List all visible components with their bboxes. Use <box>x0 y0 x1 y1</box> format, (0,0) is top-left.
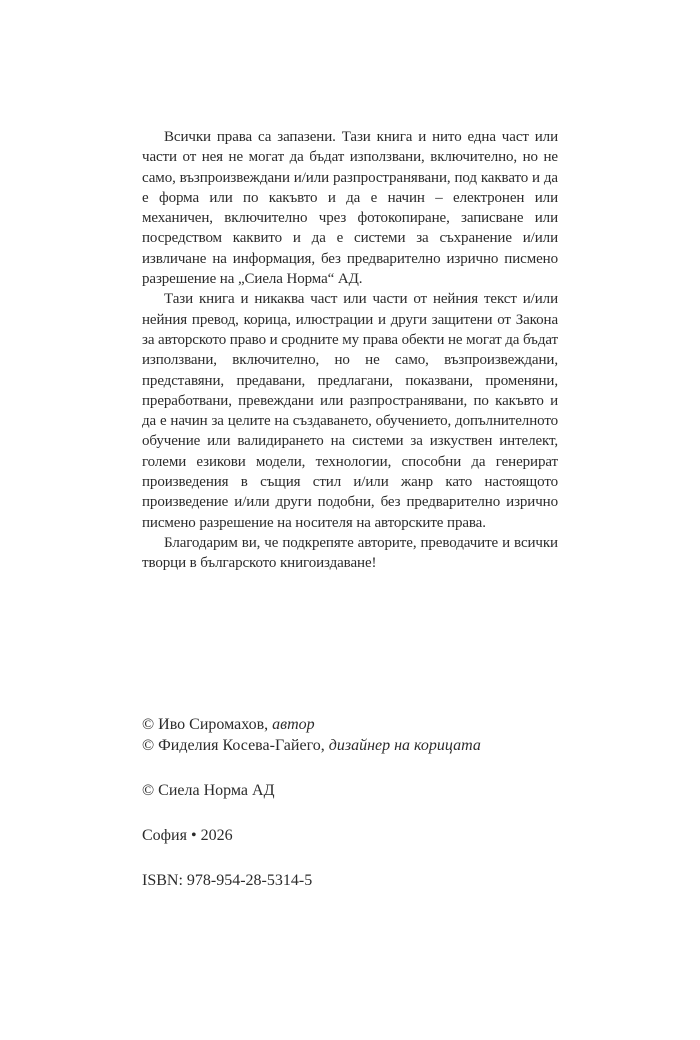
rights-paragraph-thanks: Благодарим ви, че подкрепяте авторите, преводачите и всички творци в българското книгоиздаване! <box>142 534 558 572</box>
spacer <box>142 756 562 780</box>
isbn: ISBN: 978-954-28-5314-5 <box>142 872 313 889</box>
place-year: София • 2026 <box>142 827 233 844</box>
credits <box>142 714 562 891</box>
designer-role: дизайнер на корицата <box>328 737 481 754</box>
spacer <box>142 801 562 825</box>
rights-paragraph-ai-restriction: Тази книга и никаква част или части от нейния текст и/или нейния превод, корица, илюстрации и други защитени от Закона за авторското право и сродните му права обекти не могат да бъдат използвани, включително, но не само, възпроизвеждани, представяни, предавани, предлагани, показвани, променяни, преработвани, превеждани или разпространявани, по какъвто и да е начин за целите на създаването, обучението, допълнителното обучение или валидирането на системи за изкуствен интелект, големи езикови модели, технологии, способни да генерират произведения в същия стил и/или жанр като настоящото произведение и/или други подобни, без предварително изрично писмено разрешение на носителя на авторските права. <box>142 291 558 531</box>
designer-name: © Фиделия Косева-Гайего, <box>142 737 329 754</box>
spacer <box>142 846 562 870</box>
rights-paragraph-reserved: Всички права са запазени. Тази книга и нито една част или части от нея не могат да бъдат използвани, включително, но не само, възпроизвеждани и/или разпространявани, под каквато и да е форма или по какъвто и да е начин – електронен или механичен, включително чрез фотокопиране, записване или посредством каквито и да е системи за съхранение и/или извличане на информация, без предварително изрично писмено разрешение на „Сиела Норма“ АД. <box>142 129 558 288</box>
designer-credit <box>142 735 562 756</box>
publisher-credit: © Сиела Норма АД <box>142 782 275 799</box>
rights-notice <box>142 127 558 574</box>
author-name: © Иво Сиромахов, <box>142 716 273 733</box>
author-role: автор <box>272 716 315 733</box>
author-credit <box>142 714 562 735</box>
